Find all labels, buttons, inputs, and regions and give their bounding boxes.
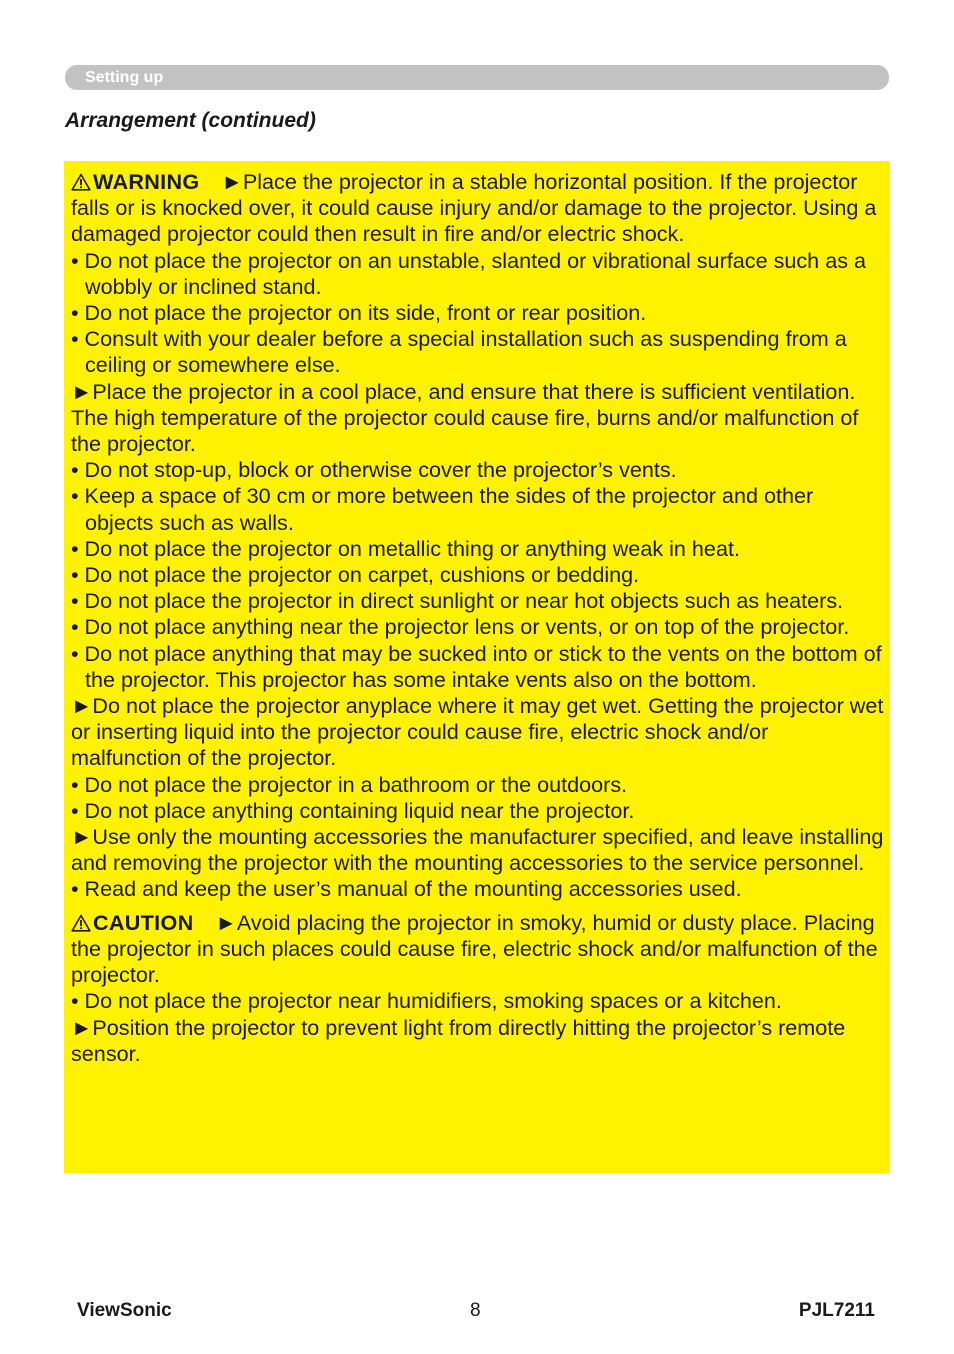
warning-bullet-text: • Do not place anything containing liquid near the projector. (71, 797, 635, 823)
warning-bullet-text: • Do not stop-up, block or otherwise cover the projector’s vents. (71, 457, 677, 483)
warning-bullet-text: • Do not place the projector in a bathroom or the outdoors. (71, 771, 628, 797)
warning-block (71, 169, 884, 903)
safety-notice-box (64, 161, 890, 1173)
warning-triangle-icon (71, 912, 91, 930)
warning-bullet-text: • Do not place the projector on carpet, cushions or bedding. (71, 562, 640, 588)
section-title: Setting up (85, 69, 164, 86)
page-heading: Arrangement (continued) (65, 109, 316, 132)
caution-block (71, 910, 884, 1067)
page-number: 8 (470, 1300, 481, 1321)
footer-model: PJL7211 (798, 1300, 875, 1321)
warning-lead-text: ►Place the projector in a stable horizontal position. If the projector falls or is knocked over, it could cause injury and/or damage to the projector. Using a damaged projector could then result in fire and/or electric shock. (71, 169, 877, 247)
caution-para-text: ►Position the projector to prevent light from directly hitting the projector’s remote sensor. (71, 1014, 846, 1066)
warning-bullet-text: • Do not place the projector in direct sunlight or near hot objects such as heaters. (71, 588, 844, 614)
warning-para-text: ►Place the projector in a cool place, and ensure that there is sufficient ventilation. The high temperature of the projector could cause fire, burns and/or malfunction of the projector. (71, 378, 859, 457)
warning-bullet-text: • Do not place the projector on an unstable, slanted or vibrational surface such as a wobbly or inclined stand. (71, 247, 867, 299)
warning-label: WARNING (93, 169, 200, 194)
section-header-bar (65, 65, 889, 90)
warning-bullet-text: • Read and keep the user’s manual of the mounting accessories used. (71, 876, 742, 902)
caution-bullet-text: • Do not place the projector near humidifiers, smoking spaces or a kitchen. (71, 988, 782, 1014)
caution-label: CAUTION (93, 909, 194, 935)
warning-triangle-icon (71, 171, 91, 189)
warning-bullet-text: • Keep a space of 30 cm or more between the sides of the projector and other objects such as walls. (71, 483, 814, 535)
warning-para-text: ►Do not place the projector anyplace where it may get wet. Getting the projector wet or inserting liquid into the projector could cause fire, electric shock and/or malfunction of the projector. (71, 693, 884, 771)
warning-bullet-text: • Consult with your dealer before a special installation such as suspending from a ceiling or somewhere else. (71, 326, 847, 378)
caution-lead-text: ►Avoid placing the projector in smoky, humid or dusty place. Placing the projector in such places could cause fire, electric shock and/or malfunction of the projector. (71, 909, 878, 988)
warning-lead-text (71, 169, 884, 248)
warning-bullet-text: • Do not place the projector on metallic thing or anything weak in heat. (71, 535, 740, 561)
warning-bullet-text: • Do not place the projector on its side, front or rear position. (71, 300, 647, 326)
block-gap (71, 903, 884, 910)
warning-para-text: ►Use only the mounting accessories the manufacturer specified, and leave installing and removing the projector with the mounting accessories to the service personnel. (71, 824, 884, 876)
warning-bullet-text: • Do not place anything that may be sucked into or stick to the vents on the bottom of the projector. This projector has some intake vents also on the bottom. (71, 640, 882, 692)
caution-lead-text (71, 910, 884, 989)
warning-bullet-text: • Do not place anything near the projector lens or vents, or on top of the projector. (71, 614, 850, 640)
footer-brand: ViewSonic (77, 1300, 172, 1321)
